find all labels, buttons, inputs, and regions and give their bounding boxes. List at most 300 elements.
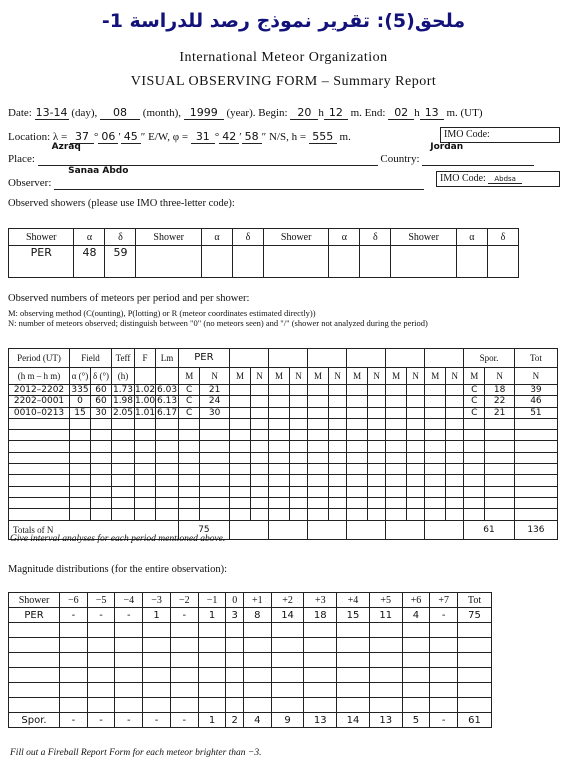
period-cell[interactable]: 335 <box>71 385 89 396</box>
mag-value-cell[interactable] <box>87 623 115 638</box>
period-cell[interactable]: 6.13 <box>157 396 178 407</box>
mag-value-cell[interactable] <box>337 668 370 683</box>
mag-value-cell[interactable] <box>143 698 171 713</box>
shower-cell[interactable] <box>251 452 269 463</box>
period-cell[interactable] <box>112 441 135 452</box>
period-cell[interactable] <box>9 441 70 452</box>
shower-cell[interactable] <box>446 396 464 407</box>
shower-cell[interactable] <box>268 430 289 441</box>
period-cell[interactable] <box>91 497 112 508</box>
period-cell[interactable] <box>156 486 179 497</box>
mag-value-cell[interactable] <box>430 668 458 683</box>
shower-cell[interactable] <box>329 441 347 452</box>
shower-cell[interactable] <box>307 509 328 520</box>
shower-cell[interactable] <box>368 441 386 452</box>
per-n-cell[interactable]: 30 <box>200 407 229 418</box>
shower-cell[interactable] <box>307 385 328 396</box>
per-m-cell[interactable]: C <box>179 407 200 418</box>
spor-m-cell[interactable] <box>464 452 485 463</box>
mag-value-cell[interactable]: - <box>87 608 115 623</box>
mag-value-cell[interactable] <box>170 653 198 668</box>
mag-value-cell[interactable] <box>369 698 402 713</box>
shower-cell[interactable] <box>307 486 328 497</box>
mag-value-cell[interactable] <box>226 698 244 713</box>
mag-shower-cell[interactable] <box>9 623 60 638</box>
shower-cell[interactable] <box>229 430 250 441</box>
mag-shower-cell[interactable] <box>9 698 60 713</box>
period-cell[interactable] <box>156 452 179 463</box>
shower-cell[interactable] <box>329 396 347 407</box>
year-field[interactable]: 1999 <box>184 106 224 120</box>
shower-cell[interactable] <box>290 475 308 486</box>
shower-cell[interactable] <box>407 430 425 441</box>
sh-cell-alpha-1[interactable]: 48 <box>74 246 105 278</box>
mag-value-cell[interactable] <box>198 623 226 638</box>
tot-cell[interactable] <box>514 509 557 520</box>
shower-cell[interactable] <box>368 418 386 429</box>
shower-cell[interactable] <box>425 475 446 486</box>
mag-value-cell[interactable] <box>369 638 402 653</box>
period-cell[interactable] <box>91 430 112 441</box>
period-cell[interactable] <box>9 430 70 441</box>
spor-m-cell[interactable] <box>464 430 485 441</box>
mag-value-cell[interactable]: - <box>115 713 143 728</box>
period-cell[interactable]: 0 <box>70 396 91 407</box>
period-cell[interactable] <box>91 418 112 429</box>
period-cell[interactable]: 6.17 <box>157 407 178 418</box>
shower-cell[interactable] <box>446 509 464 520</box>
mag-value-cell[interactable] <box>271 653 304 668</box>
period-cell[interactable]: 2202–0001 <box>9 396 70 407</box>
mag-value-cell[interactable]: 18 <box>304 608 337 623</box>
per-n-cell[interactable] <box>200 486 229 497</box>
period-cell[interactable]: 1.02 <box>135 385 156 396</box>
period-cell[interactable] <box>9 509 70 520</box>
period-cell[interactable] <box>70 452 91 463</box>
mag-value-cell[interactable]: - <box>87 713 115 728</box>
mag-value-cell[interactable] <box>143 683 171 698</box>
shower-cell[interactable] <box>407 407 425 418</box>
mag-value-cell[interactable] <box>170 668 198 683</box>
shower-cell[interactable] <box>386 464 407 475</box>
sh-cell-shower-3[interactable] <box>263 246 328 278</box>
mag-value-cell[interactable]: 8 <box>243 608 271 623</box>
per-m-cell[interactable] <box>179 475 200 486</box>
shower-cell[interactable] <box>346 407 367 418</box>
shower-cell[interactable] <box>407 497 425 508</box>
mag-value-cell[interactable] <box>458 653 492 668</box>
mag-value-cell[interactable]: 4 <box>243 713 271 728</box>
spor-m-cell[interactable] <box>464 418 485 429</box>
shower-cell[interactable] <box>446 452 464 463</box>
mag-value-cell[interactable] <box>430 683 458 698</box>
mag-value-cell[interactable]: 1 <box>198 713 226 728</box>
per-n-cell[interactable] <box>200 475 229 486</box>
shower-cell[interactable] <box>307 497 328 508</box>
period-cell[interactable]: 1.00 <box>135 396 156 407</box>
shower-cell[interactable] <box>307 396 328 407</box>
period-cell[interactable] <box>135 452 156 463</box>
ph-shower-7[interactable] <box>425 349 464 368</box>
shower-cell[interactable] <box>290 486 308 497</box>
mag-value-cell[interactable] <box>87 668 115 683</box>
spor-m-cell[interactable]: C <box>464 396 485 407</box>
per-m-cell[interactable]: C <box>179 396 200 407</box>
shower-cell[interactable] <box>251 475 269 486</box>
shower-cell[interactable] <box>425 441 446 452</box>
total-shower-cell[interactable] <box>229 520 268 539</box>
mag-value-cell[interactable] <box>369 668 402 683</box>
mag-value-cell[interactable] <box>337 683 370 698</box>
mag-value-cell[interactable] <box>226 638 244 653</box>
period-cell[interactable]: 1.98 <box>112 396 134 407</box>
period-cell[interactable] <box>9 464 70 475</box>
lon-sec-field[interactable]: 45 <box>121 130 141 144</box>
shower-cell[interactable] <box>290 441 308 452</box>
mag-value-cell[interactable] <box>87 698 115 713</box>
shower-cell[interactable] <box>268 475 289 486</box>
observer-field[interactable] <box>54 166 424 190</box>
begin-hour-field[interactable]: 20 <box>290 106 318 120</box>
spor-m-cell[interactable] <box>464 497 485 508</box>
shower-cell[interactable] <box>290 497 308 508</box>
mag-value-cell[interactable] <box>271 668 304 683</box>
mag-value-cell[interactable] <box>304 668 337 683</box>
mag-value-cell[interactable] <box>243 668 271 683</box>
shower-cell[interactable] <box>229 497 250 508</box>
shower-cell[interactable] <box>268 452 289 463</box>
mag-value-cell[interactable]: - <box>60 713 88 728</box>
mag-value-cell[interactable]: - <box>170 713 198 728</box>
mag-value-cell[interactable]: 61 <box>458 713 492 728</box>
total-shower-cell[interactable] <box>346 520 385 539</box>
ph-shower-4[interactable] <box>307 349 346 368</box>
mag-value-cell[interactable]: 1 <box>143 608 171 623</box>
mag-value-cell[interactable] <box>198 668 226 683</box>
shower-cell[interactable] <box>446 497 464 508</box>
lat-deg-field[interactable]: 31 <box>191 130 215 144</box>
tot-cell[interactable] <box>514 486 557 497</box>
period-cell[interactable] <box>112 464 135 475</box>
shower-cell[interactable] <box>268 396 289 407</box>
mag-value-cell[interactable]: 5 <box>402 713 430 728</box>
mag-value-cell[interactable] <box>430 698 458 713</box>
shower-cell[interactable] <box>290 430 308 441</box>
mag-value-cell[interactable] <box>243 623 271 638</box>
shower-cell[interactable] <box>446 464 464 475</box>
period-cell[interactable] <box>70 430 91 441</box>
shower-cell[interactable] <box>368 430 386 441</box>
period-cell[interactable] <box>112 486 135 497</box>
shower-cell[interactable] <box>346 430 367 441</box>
period-cell[interactable] <box>135 497 156 508</box>
shower-cell[interactable] <box>346 497 367 508</box>
mag-value-cell[interactable] <box>271 683 304 698</box>
mag-value-cell[interactable] <box>115 623 143 638</box>
period-cell[interactable] <box>91 464 112 475</box>
shower-cell[interactable] <box>386 486 407 497</box>
mag-value-cell[interactable]: 2 <box>226 713 244 728</box>
period-cell[interactable]: 30 <box>91 407 112 418</box>
mag-value-cell[interactable] <box>337 653 370 668</box>
mag-value-cell[interactable] <box>369 653 402 668</box>
mag-value-cell[interactable]: 15 <box>337 608 370 623</box>
shower-cell[interactable] <box>425 452 446 463</box>
mag-value-cell[interactable] <box>226 683 244 698</box>
period-cell[interactable] <box>156 464 179 475</box>
period-cell[interactable] <box>112 509 135 520</box>
mag-shower-cell[interactable] <box>9 638 60 653</box>
shower-cell[interactable] <box>346 464 367 475</box>
shower-cell[interactable] <box>407 385 425 396</box>
period-cell[interactable] <box>91 452 112 463</box>
spor-n-cell[interactable] <box>485 430 514 441</box>
spor-n-cell[interactable] <box>485 464 514 475</box>
shower-cell[interactable] <box>251 497 269 508</box>
shower-cell[interactable] <box>290 509 308 520</box>
shower-cell[interactable] <box>446 407 464 418</box>
shower-cell[interactable] <box>407 396 425 407</box>
mag-value-cell[interactable] <box>402 683 430 698</box>
shower-cell[interactable] <box>229 407 250 418</box>
period-cell[interactable] <box>135 464 156 475</box>
shower-cell[interactable] <box>407 464 425 475</box>
mag-value-cell[interactable] <box>198 683 226 698</box>
mag-value-cell[interactable] <box>369 683 402 698</box>
per-n-cell[interactable] <box>200 441 229 452</box>
mag-value-cell[interactable] <box>170 623 198 638</box>
shower-cell[interactable] <box>368 396 386 407</box>
shower-cell[interactable] <box>268 486 289 497</box>
lat-min-field[interactable]: 42 <box>219 130 239 144</box>
shower-cell[interactable] <box>329 418 347 429</box>
mag-value-cell[interactable] <box>60 653 88 668</box>
shower-cell[interactable] <box>329 497 347 508</box>
shower-cell[interactable] <box>446 486 464 497</box>
spor-m-cell[interactable] <box>464 441 485 452</box>
mag-value-cell[interactable]: 13 <box>369 713 402 728</box>
shower-cell[interactable] <box>251 385 269 396</box>
per-m-cell[interactable] <box>179 497 200 508</box>
mag-value-cell[interactable] <box>458 698 492 713</box>
shower-cell[interactable] <box>307 452 328 463</box>
shower-cell[interactable] <box>346 441 367 452</box>
mag-value-cell[interactable] <box>337 623 370 638</box>
period-cell[interactable] <box>9 497 70 508</box>
mag-value-cell[interactable] <box>304 683 337 698</box>
shower-cell[interactable] <box>251 509 269 520</box>
period-cell[interactable]: 1.73 <box>112 385 134 396</box>
mag-value-cell[interactable]: 9 <box>271 713 304 728</box>
spor-m-cell[interactable]: C <box>464 385 485 396</box>
mag-value-cell[interactable] <box>60 623 88 638</box>
shower-cell[interactable] <box>268 441 289 452</box>
mag-value-cell[interactable]: 3 <box>226 608 244 623</box>
shower-cell[interactable] <box>329 486 347 497</box>
period-cell[interactable] <box>135 418 156 429</box>
mag-value-cell[interactable]: 14 <box>337 713 370 728</box>
mag-value-cell[interactable]: - <box>430 713 458 728</box>
period-cell[interactable] <box>112 497 135 508</box>
per-m-cell[interactable] <box>179 441 200 452</box>
mag-value-cell[interactable] <box>60 683 88 698</box>
mag-value-cell[interactable] <box>458 683 492 698</box>
tot-cell[interactable] <box>514 452 557 463</box>
period-cell[interactable] <box>70 441 91 452</box>
lon-deg-field[interactable]: 37 <box>70 130 94 144</box>
shower-cell[interactable] <box>386 475 407 486</box>
tot-cell[interactable] <box>514 464 557 475</box>
spor-n-cell[interactable]: 21 <box>485 407 514 418</box>
shower-cell[interactable] <box>268 418 289 429</box>
shower-cell[interactable] <box>346 475 367 486</box>
tot-cell[interactable] <box>514 475 557 486</box>
period-cell[interactable] <box>112 452 135 463</box>
spor-m-cell[interactable] <box>464 509 485 520</box>
mag-value-cell[interactable] <box>60 698 88 713</box>
per-n-cell[interactable] <box>200 497 229 508</box>
day-field[interactable]: 13-14 <box>35 106 68 119</box>
shower-cell[interactable] <box>229 396 250 407</box>
shower-cell[interactable] <box>386 452 407 463</box>
shower-cell[interactable] <box>290 452 308 463</box>
mag-value-cell[interactable] <box>115 698 143 713</box>
shower-cell[interactable] <box>229 452 250 463</box>
mag-value-cell[interactable] <box>304 638 337 653</box>
mag-value-cell[interactable]: - <box>115 608 143 623</box>
period-cell[interactable] <box>135 475 156 486</box>
shower-cell[interactable] <box>329 452 347 463</box>
sh-cell-shower-2[interactable] <box>136 246 201 278</box>
period-cell[interactable] <box>91 475 112 486</box>
period-cell[interactable] <box>70 418 91 429</box>
spor-n-cell[interactable] <box>485 452 514 463</box>
per-n-cell[interactable]: 21 <box>200 385 229 396</box>
shower-cell[interactable] <box>268 509 289 520</box>
per-m-cell[interactable] <box>179 509 200 520</box>
total-shower-cell[interactable] <box>386 520 425 539</box>
mag-value-cell[interactable]: 11 <box>369 608 402 623</box>
shower-cell[interactable] <box>229 441 250 452</box>
period-cell[interactable] <box>91 509 112 520</box>
period-cell[interactable] <box>70 464 91 475</box>
per-m-cell[interactable] <box>179 452 200 463</box>
period-cell[interactable] <box>156 497 179 508</box>
country-field[interactable] <box>422 142 534 166</box>
shower-cell[interactable] <box>329 509 347 520</box>
shower-cell[interactable] <box>446 385 464 396</box>
mag-value-cell[interactable] <box>60 668 88 683</box>
spor-m-cell[interactable]: C <box>464 407 485 418</box>
shower-cell[interactable] <box>407 486 425 497</box>
mag-value-cell[interactable]: 1 <box>198 608 226 623</box>
mag-value-cell[interactable] <box>369 623 402 638</box>
period-cell[interactable] <box>9 475 70 486</box>
mag-value-cell[interactable] <box>337 638 370 653</box>
period-cell[interactable] <box>112 418 135 429</box>
shower-cell[interactable] <box>407 418 425 429</box>
spor-n-cell[interactable]: 18 <box>485 385 514 396</box>
sh-cell-alpha-2[interactable] <box>201 246 232 278</box>
mag-value-cell[interactable] <box>143 623 171 638</box>
period-cell[interactable]: 2012–2202 <box>9 385 70 396</box>
mag-value-cell[interactable]: - <box>170 608 198 623</box>
period-cell[interactable] <box>112 430 135 441</box>
shower-cell[interactable] <box>307 418 328 429</box>
height-field[interactable]: 555 <box>309 130 337 144</box>
lat-sec-field[interactable]: 58 <box>242 130 262 144</box>
shower-cell[interactable] <box>386 497 407 508</box>
shower-cell[interactable] <box>425 418 446 429</box>
shower-cell[interactable] <box>307 430 328 441</box>
shower-cell[interactable] <box>307 441 328 452</box>
shower-cell[interactable] <box>386 441 407 452</box>
mag-value-cell[interactable] <box>60 638 88 653</box>
mag-value-cell[interactable] <box>402 638 430 653</box>
per-n-cell[interactable]: 24 <box>200 396 229 407</box>
period-cell[interactable]: 2.05 <box>112 407 134 418</box>
mag-value-cell[interactable] <box>170 638 198 653</box>
mag-value-cell[interactable] <box>170 683 198 698</box>
period-cell[interactable] <box>112 475 135 486</box>
shower-cell[interactable] <box>368 464 386 475</box>
shower-cell[interactable] <box>425 486 446 497</box>
shower-cell[interactable] <box>229 509 250 520</box>
sh-cell-shower-1[interactable]: PER <box>9 246 74 278</box>
shower-cell[interactable] <box>368 486 386 497</box>
per-m-cell[interactable] <box>179 430 200 441</box>
shower-cell[interactable] <box>329 385 347 396</box>
shower-cell[interactable] <box>251 486 269 497</box>
period-cell[interactable] <box>135 486 156 497</box>
spor-n-cell[interactable] <box>485 497 514 508</box>
tot-cell[interactable] <box>514 497 557 508</box>
period-cell[interactable] <box>9 418 70 429</box>
shower-cell[interactable] <box>386 509 407 520</box>
period-cell[interactable] <box>70 486 91 497</box>
shower-cell[interactable] <box>268 385 289 396</box>
mag-value-cell[interactable] <box>115 653 143 668</box>
mag-shower-cell[interactable] <box>9 683 60 698</box>
shower-cell[interactable] <box>290 396 308 407</box>
mag-value-cell[interactable] <box>87 638 115 653</box>
spor-n-cell[interactable] <box>485 509 514 520</box>
shower-cell[interactable] <box>251 464 269 475</box>
shower-cell[interactable] <box>407 452 425 463</box>
per-m-cell[interactable] <box>179 418 200 429</box>
shower-cell[interactable] <box>268 497 289 508</box>
shower-cell[interactable] <box>251 430 269 441</box>
imo-code-box-observer[interactable] <box>436 171 560 187</box>
shower-cell[interactable] <box>346 452 367 463</box>
shower-cell[interactable] <box>229 385 250 396</box>
sh-cell-alpha-3[interactable] <box>329 246 360 278</box>
per-n-cell[interactable] <box>200 509 229 520</box>
sh-cell-delta-4[interactable] <box>487 246 518 278</box>
shower-cell[interactable] <box>307 475 328 486</box>
spor-n-cell[interactable] <box>485 441 514 452</box>
shower-cell[interactable] <box>425 407 446 418</box>
shower-cell[interactable] <box>425 385 446 396</box>
total-shower-cell[interactable] <box>268 520 307 539</box>
sh-cell-delta-3[interactable] <box>360 246 391 278</box>
shower-cell[interactable] <box>229 475 250 486</box>
shower-cell[interactable] <box>446 441 464 452</box>
shower-cell[interactable] <box>425 464 446 475</box>
mag-value-cell[interactable] <box>115 683 143 698</box>
shower-cell[interactable] <box>290 385 308 396</box>
spor-n-cell[interactable] <box>485 486 514 497</box>
